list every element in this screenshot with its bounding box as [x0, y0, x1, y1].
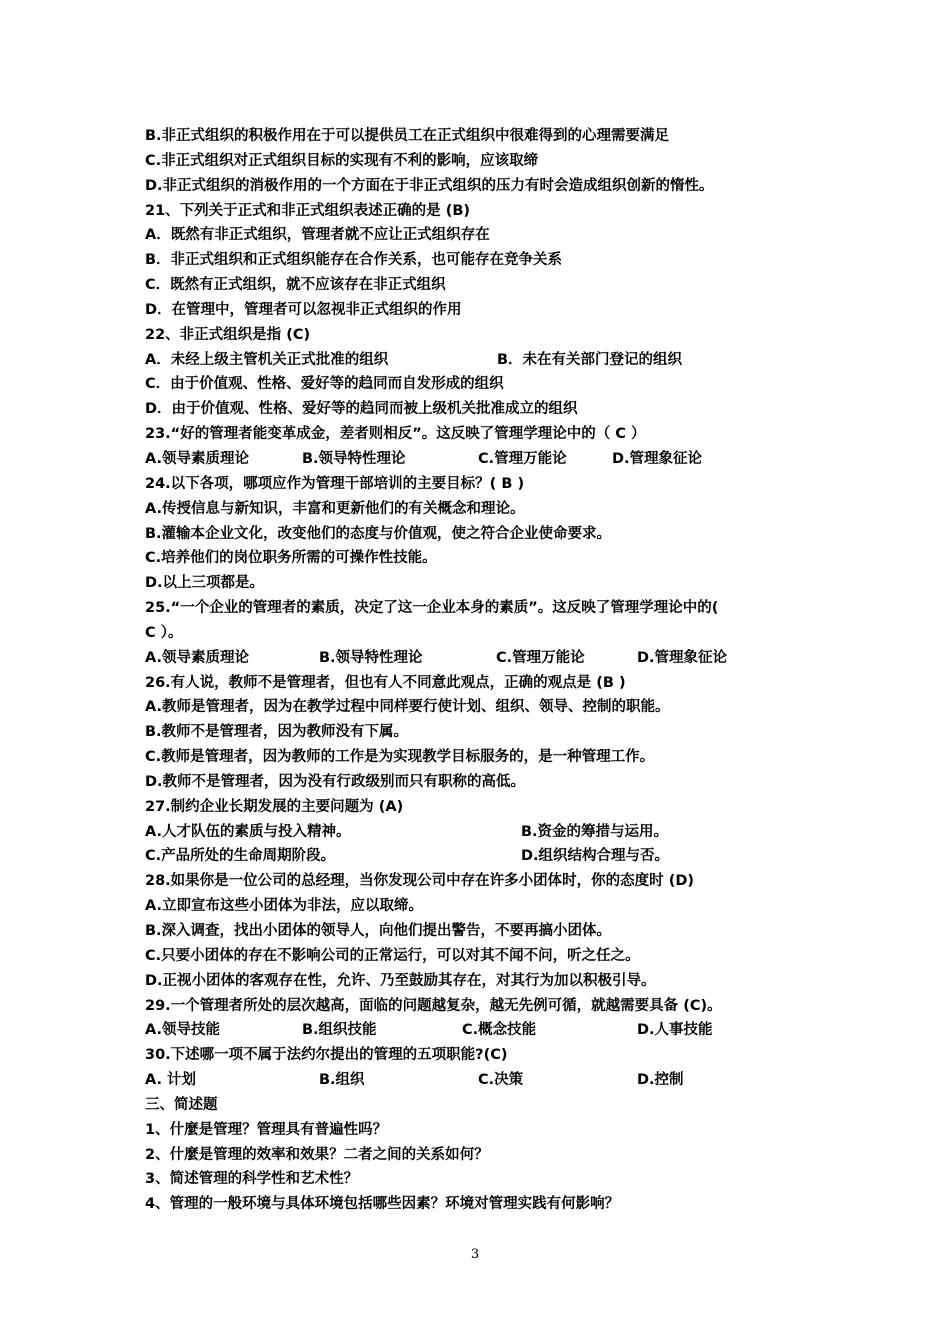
question-29: 29.一个管理者所处的层次越高，面临的问题越复杂，越无先例可循，就越需要具备 (C)。 — [145, 997, 722, 1014]
option-a: A.领导素质理论 — [145, 450, 249, 467]
question-23: 23.“好的管理者能变革成金，差者则相反”。这反映了管理学理论中的（ C ） — [145, 426, 646, 443]
option-row — [145, 820, 825, 845]
option-row — [145, 447, 825, 472]
option-b: B.领导特性理论 — [319, 649, 423, 666]
text-line: D.非正式组织的消极作用的一个方面在于非正式组织的压力有时会造成组织创新的惰性。 — [145, 177, 714, 194]
option-line: B.灌输本企业文化，改变他们的态度与价值观，使之符合企业使命要求。 — [145, 525, 612, 542]
page-content — [145, 124, 825, 1217]
option-b: B.组织 — [319, 1072, 365, 1089]
option-line: D．在管理中，管理者可以忽视非正式组织的作用 — [145, 301, 462, 318]
option-b: B．未在有关部门登记的组织 — [497, 351, 683, 368]
option-line: B．非正式组织和正式组织能存在合作关系，也可能存在竞争关系 — [145, 252, 563, 269]
option-c: C.概念技能 — [462, 1022, 537, 1039]
option-d: D.管理象征论 — [612, 450, 703, 467]
short-answer-question: 1、什麼是管理？管理具有普遍性吗？ — [145, 1121, 388, 1138]
option-b: B.组织技能 — [302, 1022, 377, 1039]
option-a: A.人才队伍的素质与投入精神。 — [145, 823, 351, 840]
option-line: D.以上三项都是。 — [145, 575, 265, 592]
question-28: 28.如果你是一位公司的总经理，当你发现公司中存在许多小团体时，你的态度时 (D) — [145, 873, 695, 890]
option-line: A.立即宣布这些小团体为非法，应以取缔。 — [145, 898, 423, 915]
option-d: D.人事技能 — [637, 1022, 713, 1039]
option-c: C.产品所处的生命周期阶段。 — [145, 848, 336, 865]
option-a: A.领导素质理论 — [145, 649, 249, 666]
option-line: D.正视小团体的客观存在性，允许、乃至鼓励其存在，对其行为加以积极引导。 — [145, 972, 656, 989]
text-line: C.非正式组织对正式组织目标的实现有不利的影响，应该取缔 — [145, 152, 539, 169]
option-c: C.管理万能论 — [496, 649, 585, 666]
option-a: A. 计划 — [145, 1072, 197, 1089]
option-row — [145, 646, 825, 671]
short-answer-question: 2、什麼是管理的效率和效果？二者之间的关系如何？ — [145, 1146, 489, 1163]
question-24: 24.以下各项，哪项应作为管理干部培训的主要目标？( B ) — [145, 475, 525, 492]
question-21: 21、下列关于正式和非正式组织表述正确的是 (B) — [145, 202, 471, 219]
option-d: D.管理象征论 — [637, 649, 728, 666]
option-b: B.资金的筹措与运用。 — [521, 823, 669, 840]
option-d: D.组织结构合理与否。 — [521, 848, 670, 865]
option-line: C.培养他们的岗位职务所需的可操作性技能。 — [145, 550, 437, 567]
option-line: C.只要小团体的存在不影响公司的正常运行，可以对其不闻不问，听之任之。 — [145, 947, 640, 964]
text-line: B.非正式组织的积极作用在于可以提供员工在正式组织中很难得到的心理需要满足 — [145, 128, 670, 144]
option-line: C．既然有正式组织，就不应该存在非正式组织 — [145, 277, 446, 294]
option-line: D.教师不是管理者，因为没有行政级别而只有职称的高低。 — [145, 773, 526, 790]
question-25-answer: C ）。 — [145, 624, 183, 641]
option-a: A.领导技能 — [145, 1022, 220, 1039]
short-answer-question: 3、简述管理的科学性和艺术性？ — [145, 1171, 359, 1188]
option-row — [145, 1018, 825, 1043]
option-row — [145, 1068, 825, 1093]
option-line: B.深入调查，找出小团体的领导人，向他们提出警告，不要再搞小团体。 — [145, 923, 612, 939]
option-d: D.控制 — [637, 1072, 684, 1089]
question-22: 22、非正式组织是指 (C) — [145, 326, 311, 343]
option-line: C．由于价值观、性格、爱好等的趋同而自发形成的组织 — [145, 376, 504, 393]
question-27: 27.制约企业长期发展的主要问题为 (A) — [145, 798, 404, 815]
option-b: B.领导特性理论 — [302, 450, 406, 467]
option-c: C.管理万能论 — [478, 450, 567, 467]
option-row — [145, 844, 825, 869]
page-number: 3 — [470, 1247, 480, 1262]
option-line: B.教师不是管理者，因为教师没有下属。 — [145, 724, 409, 741]
question-30: 30.下述哪一项不属于法约尔提出的管理的五项职能?(C) — [145, 1047, 508, 1064]
option-c: C.决策 — [478, 1072, 524, 1089]
question-25: 25.“一个企业的管理者的素质，决定了这一企业本身的素质”。这反映了管理学理论中的( — [145, 600, 719, 617]
section-heading: 三、简述题 — [145, 1096, 218, 1113]
question-26: 26.有人说，教师不是管理者，但也有人不同意此观点，正确的观点是 (B ) — [145, 674, 626, 691]
option-line: A.传授信息与新知识，丰富和更新他们的有关概念和理论。 — [145, 500, 525, 517]
option-line: D．由于价值观、性格、爱好等的趋同而被上级机关批准成立的组织 — [145, 401, 578, 418]
option-line: C.教师是管理者，因为教师的工作是为实现教学目标服务的，是一种管理工作。 — [145, 749, 655, 766]
option-a: A．未经上级主管机关正式批准的组织 — [145, 351, 389, 368]
option-line: A．既然有非正式组织，管理者就不应让正式组织存在 — [145, 227, 490, 244]
short-answer-question: 4、管理的一般环境与具体环境包括哪些因素？环境对管理实践有何影响？ — [145, 1196, 620, 1213]
option-line: A.教师是管理者，因为在教学过程中同样要行使计划、组织、领导、控制的职能。 — [145, 699, 670, 716]
option-row — [145, 348, 825, 373]
